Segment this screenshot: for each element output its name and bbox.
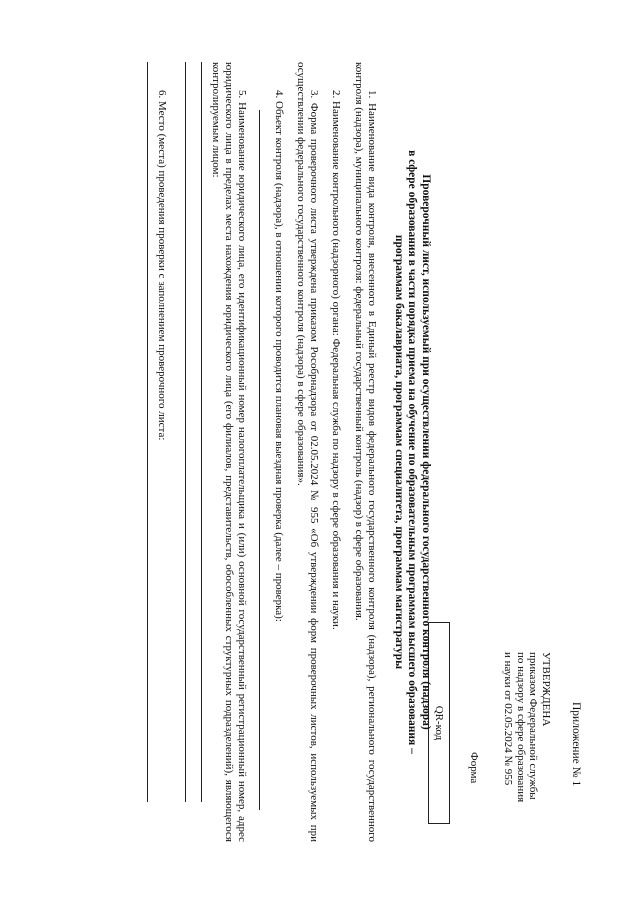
- approval-line: УТВЕРЖДЕНА: [540, 652, 552, 727]
- title-line: в сфере образования в части порядка приема на обучение по образовательным программам высшего образования –: [406, 150, 419, 754]
- approval-line: и науки от 02.05.2024 № 955: [502, 652, 515, 786]
- paragraph-4: 4. Объект контроля (надзора), в отношении которого проводится плановая выездная проверка (далее – проверка):: [273, 90, 285, 622]
- document-title: [392, 62, 433, 842]
- appendix-label: Приложение № 1: [570, 702, 582, 787]
- title-line: Проверочный лист, используемый при осуществлении федерального государственного контроля (надзора): [420, 174, 432, 730]
- fill-line-4: [259, 110, 260, 810]
- rotated-content: [40, 62, 600, 842]
- qr-code-box: QR-код: [428, 622, 450, 824]
- paragraph-1: 1. Наименование вида контроля, внесенного в Единый реестр видов федерального государственного контроля (надзора), регионального государственного контроля (надзора), муниципального контроля: федеральный государственный контроль (надзор) в сфере образования.: [353, 62, 378, 842]
- approval-line: по надзору в сфере образования: [515, 652, 527, 803]
- form-label: Форма: [468, 752, 480, 784]
- paragraph-2: 2. Наименование контрольного (надзорного) органа: Федеральная служба по надзору в сфере образования и науки.: [330, 90, 342, 630]
- paragraph-3: 3. Форма проверочного листа утверждена приказом Рособрнадзора от 02.05.2024 № 955 «Об утверждении форм проверочных листов, используемых при осуществлении федерального государственного контроля (надзора) в сфере образования».: [295, 62, 320, 842]
- paragraph-6: 6. Место (места) проведения проверки с заполнением проверочного листа:: [156, 90, 168, 441]
- paragraph-5: 5. Наименование юридического лица, его идентификационный номер налогоплательщика и (или) основной государственный регистрационный номер, адрес юридического лица в пределах места нахождения юридического лица (его филиалов, представительств, обособленных структурных подразделений), являющегося контролируемым лицом:: [210, 62, 248, 842]
- fill-line-5: [201, 62, 202, 802]
- fill-line-6: [147, 62, 148, 802]
- approval-block: [502, 652, 552, 842]
- title-line: программам бакалавриата, программам специалитета, программам магистратуры: [393, 234, 405, 670]
- approval-line: приказом Федеральной службы: [527, 652, 540, 800]
- fill-line-5b: [185, 62, 186, 802]
